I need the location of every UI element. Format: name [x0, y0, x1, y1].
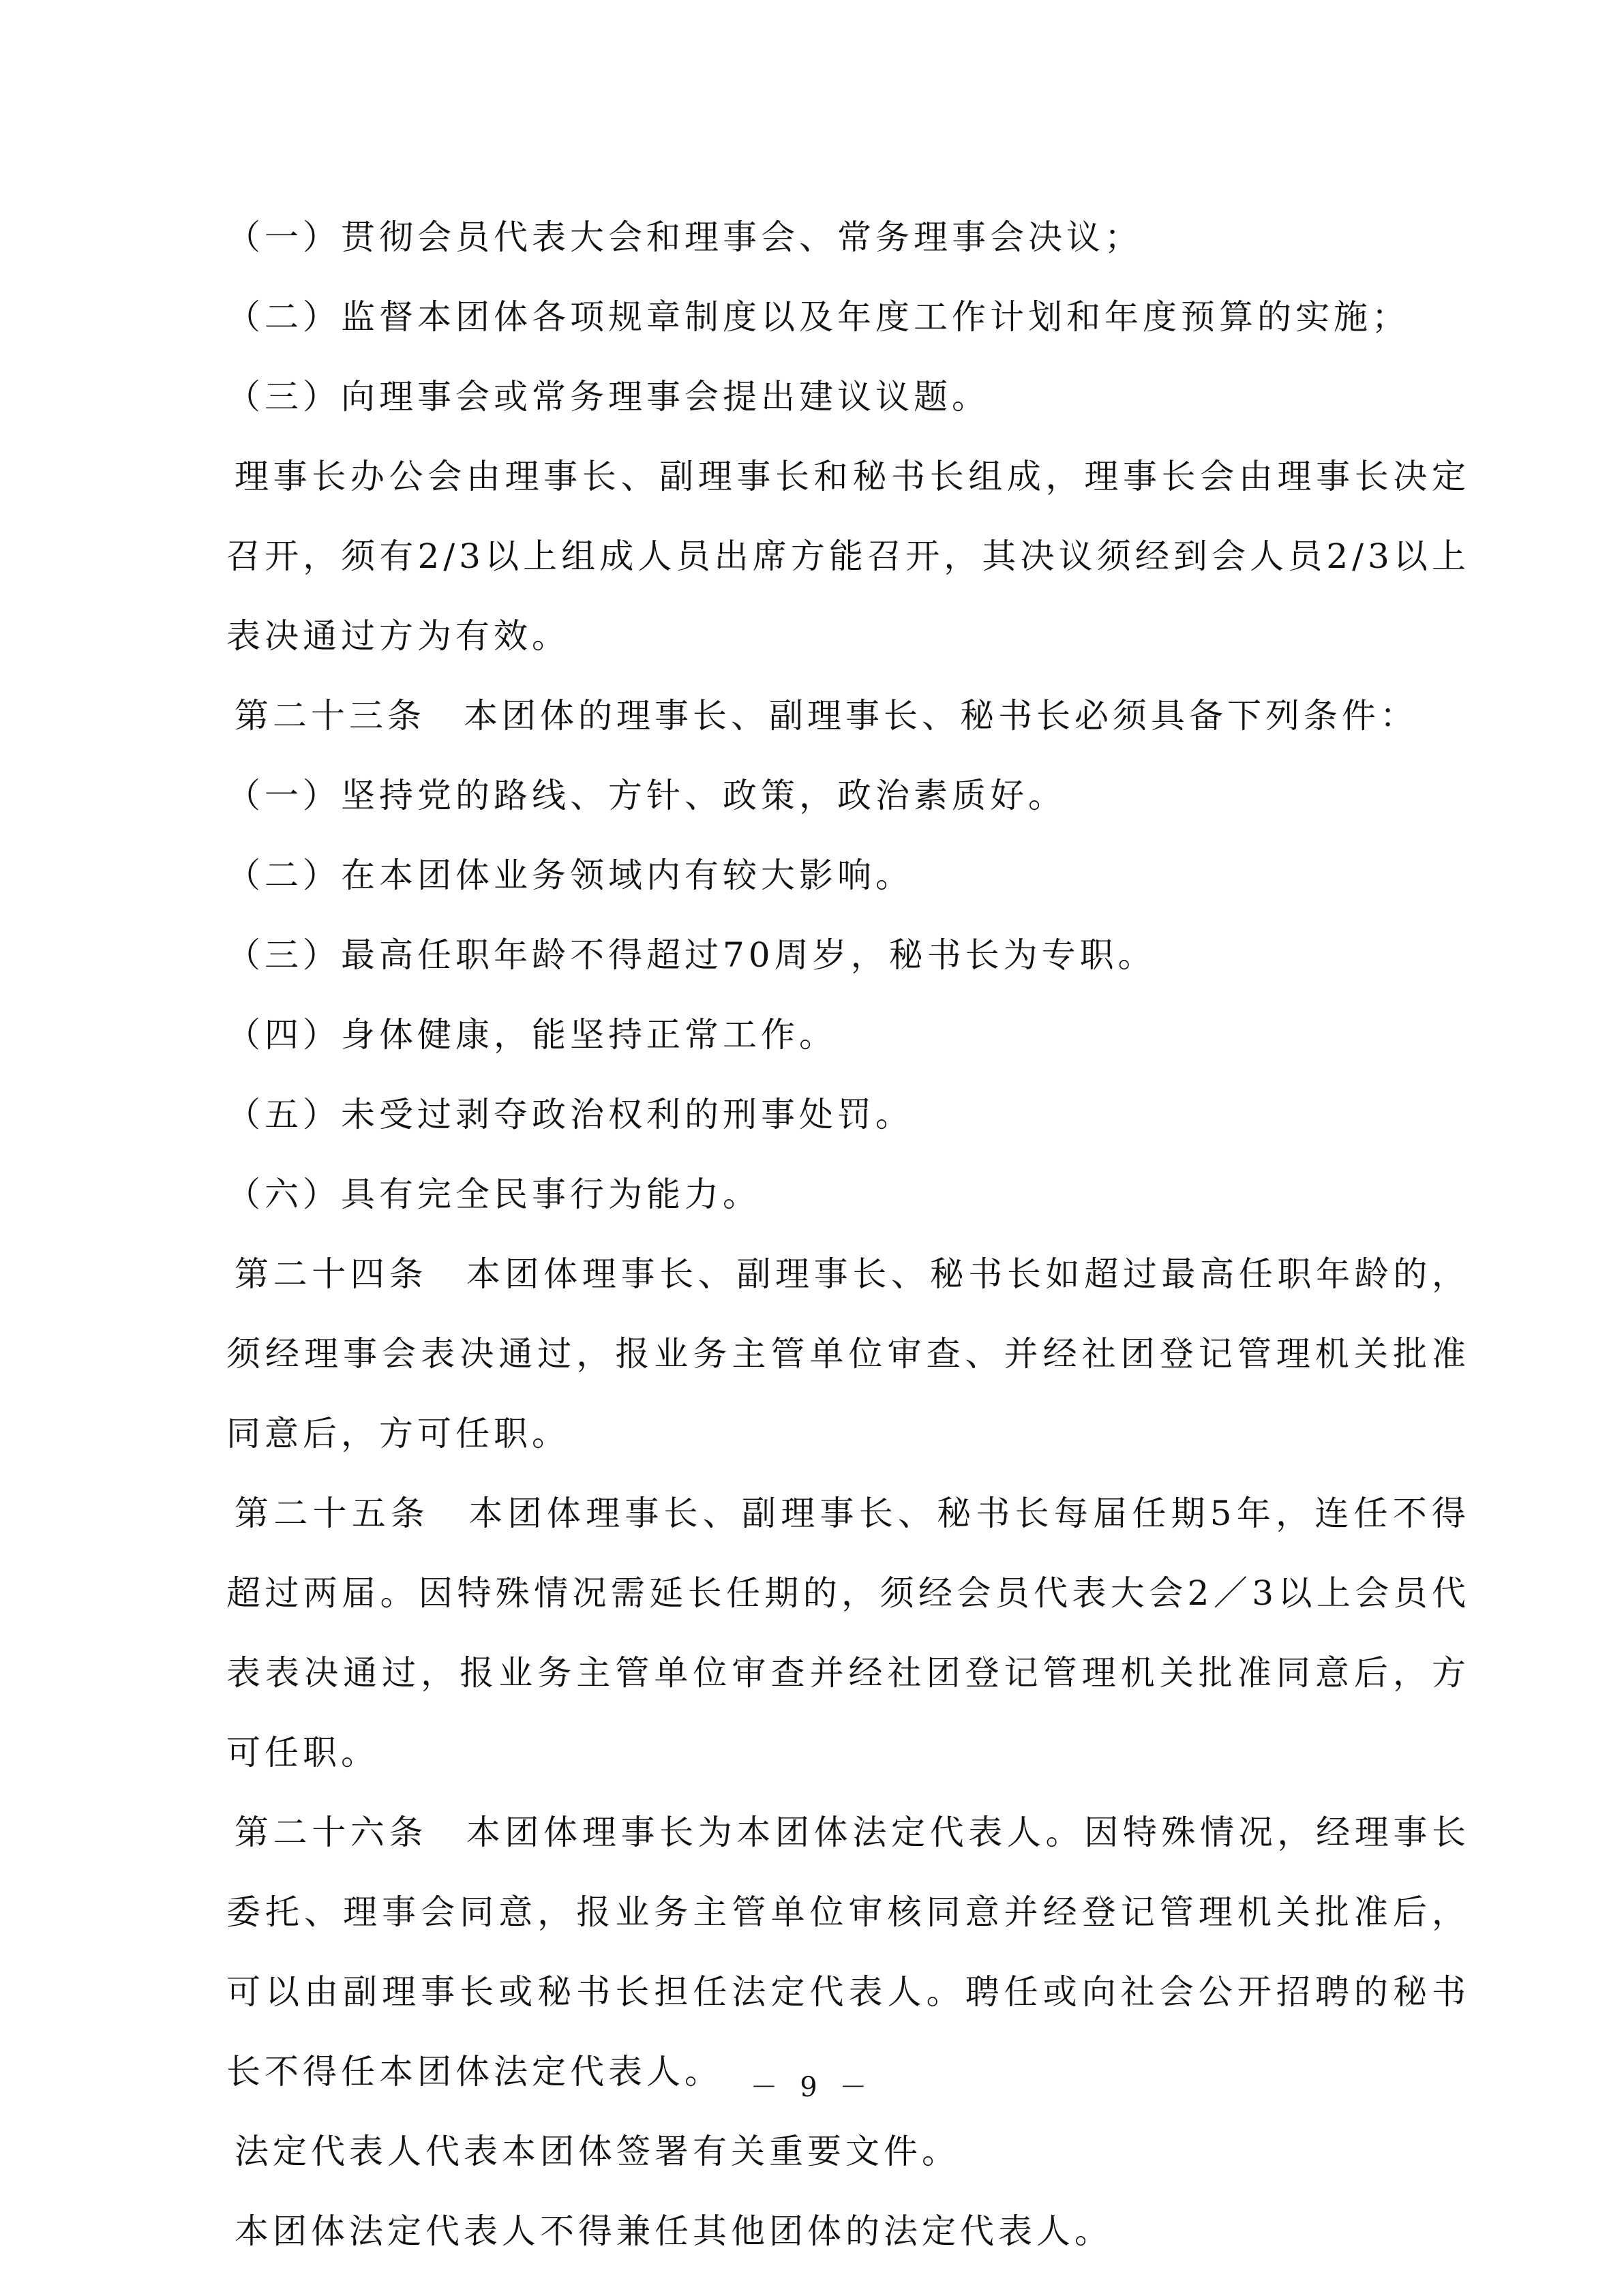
paragraph-article-23: 第二十三条 本团体的理事长、副理事长、秘书长必须具备下列条件：	[235, 696, 1418, 736]
paragraph-condition-2: （二）在本团体业务领域内有较大影响。	[226, 856, 914, 895]
document-body	[226, 198, 1470, 2271]
paragraph-duty-2: （二）监督本团体各项规章制度以及年度工作计划和年度预算的实施；	[226, 297, 1410, 337]
paragraph-article-25: 第二十五条 本团体理事长、副理事长、秘书长每届任期5年，连任不得超过两届。因特殊情况需延长任期的，须经会员代表大会2／3以上会员代表表决通过，报业务主管单位审查并经社团登记管理机关批准同意后，方可任职。	[226, 1494, 1470, 1772]
paragraph-duty-3: （三）向理事会或常务理事会提出建议议题。	[226, 377, 990, 417]
paragraph-legal-representative-signing: 法定代表人代表本团体签署有关重要文件。	[235, 2132, 960, 2171]
paragraph-condition-4: （四）身体健康，能坚持正常工作。	[226, 1015, 837, 1055]
paragraph-condition-6: （六）具有完全民事行为能力。	[226, 1175, 761, 1214]
paragraph-duty-1: （一）贯彻会员代表大会和理事会、常务理事会决议；	[226, 217, 1143, 257]
paragraph-condition-5: （五）未受过剥夺政治权利的刑事处罚。	[226, 1095, 914, 1134]
paragraph-condition-3: （三）最高任职年龄不得超过70周岁，秘书长为专职。	[226, 935, 1156, 975]
paragraph-chairman-office-meeting: 理事长办公会由理事长、副理事长和秘书长组成，理事长会由理事长决定召开，须有2/3以上组成人员出席方能召开，其决议须经到会人员2/3以上表决通过方为有效。	[226, 457, 1470, 656]
paragraph-article-26: 第二十六条 本团体理事长为本团体法定代表人。因特殊情况，经理事长委托、理事会同意，报业务主管单位审核同意并经登记管理机关批准后，可以由副理事长或秘书长担任法定代表人。聘任或向社会公开招聘的秘书长不得任本团体法定代表人。	[226, 1813, 1470, 2091]
paragraph-article-24: 第二十四条 本团体理事长、副理事长、秘书长如超过最高任职年龄的，须经理事会表决通过，报业务主管单位审查、并经社团登记管理机关批准同意后，方可任职。	[226, 1254, 1470, 1453]
page-number: － 9 －	[750, 2072, 874, 2103]
paragraph-legal-representative-restriction: 本团体法定代表人不得兼任其他团体的法定代表人。	[235, 2211, 1113, 2251]
paragraph-condition-1: （一）坚持党的路线、方针、政策，政治素质好。	[226, 776, 1066, 815]
